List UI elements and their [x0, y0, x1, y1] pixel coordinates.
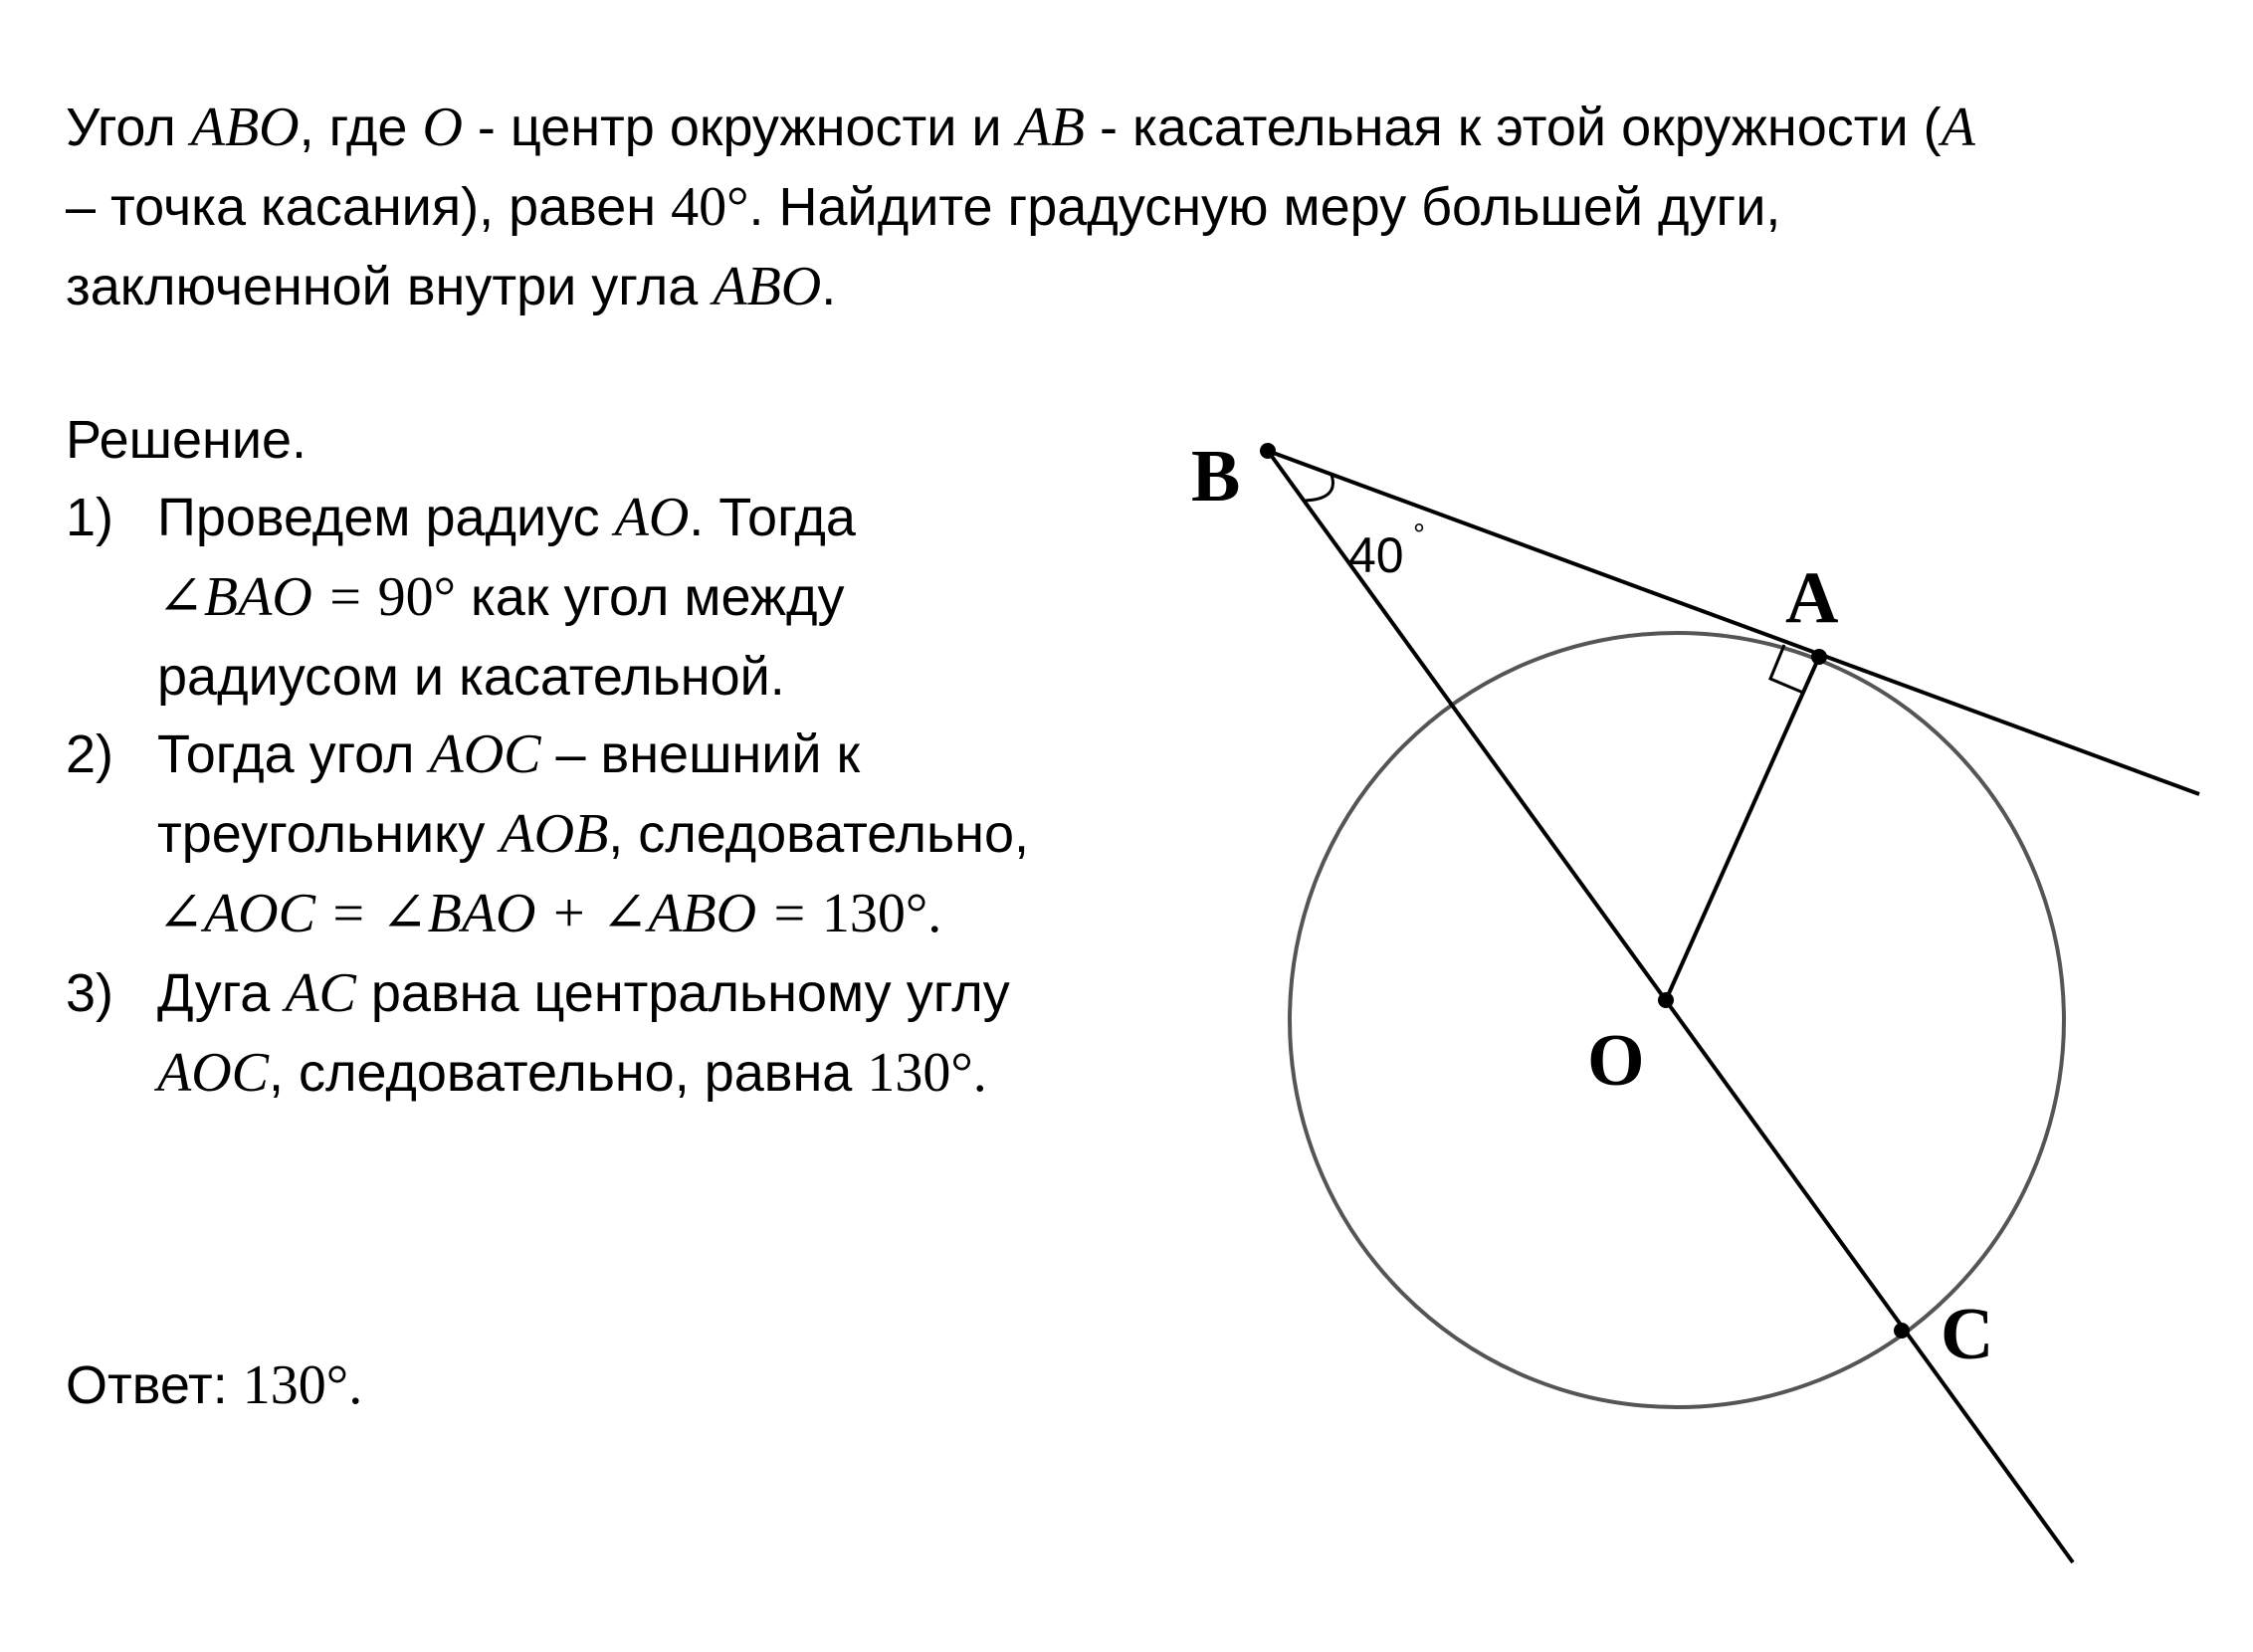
problem-line-3: заключенной внутри угла ABO. [66, 256, 837, 317]
point-c [1894, 1323, 1910, 1339]
step-2-line-2: треугольнику AOB, следовательно, [157, 803, 1029, 865]
label-b: B [1191, 436, 1241, 517]
circle [1290, 633, 2064, 1407]
point-a [1811, 649, 1827, 665]
step-1-line-1: Проведем радиус AO. Тогда [157, 487, 856, 548]
angle-label-40: 40 [1348, 527, 1404, 583]
angle-arc-40 [1304, 475, 1332, 501]
step-2-line-1: Тогда угол AOC – внешний к [157, 723, 861, 785]
step-3-line-2: AOC, следовательно, равна 130°. [157, 1042, 987, 1104]
angle-degree-mark: ° [1413, 518, 1425, 551]
answer-line: Ответ: 130°. [66, 1354, 363, 1416]
solution-heading: Решение. [66, 410, 307, 470]
label-c: C [1941, 1294, 1994, 1375]
point-b [1260, 443, 1276, 459]
point-o [1658, 992, 1674, 1008]
step-3-number: 3) [66, 963, 114, 1023]
step-2-line-3: ∠AOC = ∠BAO + ∠ABO = 130°. [157, 883, 942, 944]
label-o: O [1587, 1020, 1645, 1102]
step-1-line-2: ∠BAO = 90° как угол между [157, 566, 845, 628]
step-1-number: 1) [66, 488, 114, 547]
step-2-number: 2) [66, 724, 114, 784]
radius-ao [1666, 657, 1819, 1000]
label-a: A [1785, 557, 1839, 639]
step-1-line-3: радиусом и касательной. [157, 647, 785, 707]
problem-line-1: Угол ABO, где O - центр окружности и AB - касательная к этой окружности (A [66, 97, 1975, 158]
step-3-line-1: Дуга AC равна центральному углу [157, 962, 1010, 1024]
problem-line-2: – точка касания), равен 40°. Найдите градусную меру большей дуги, [66, 176, 1781, 238]
